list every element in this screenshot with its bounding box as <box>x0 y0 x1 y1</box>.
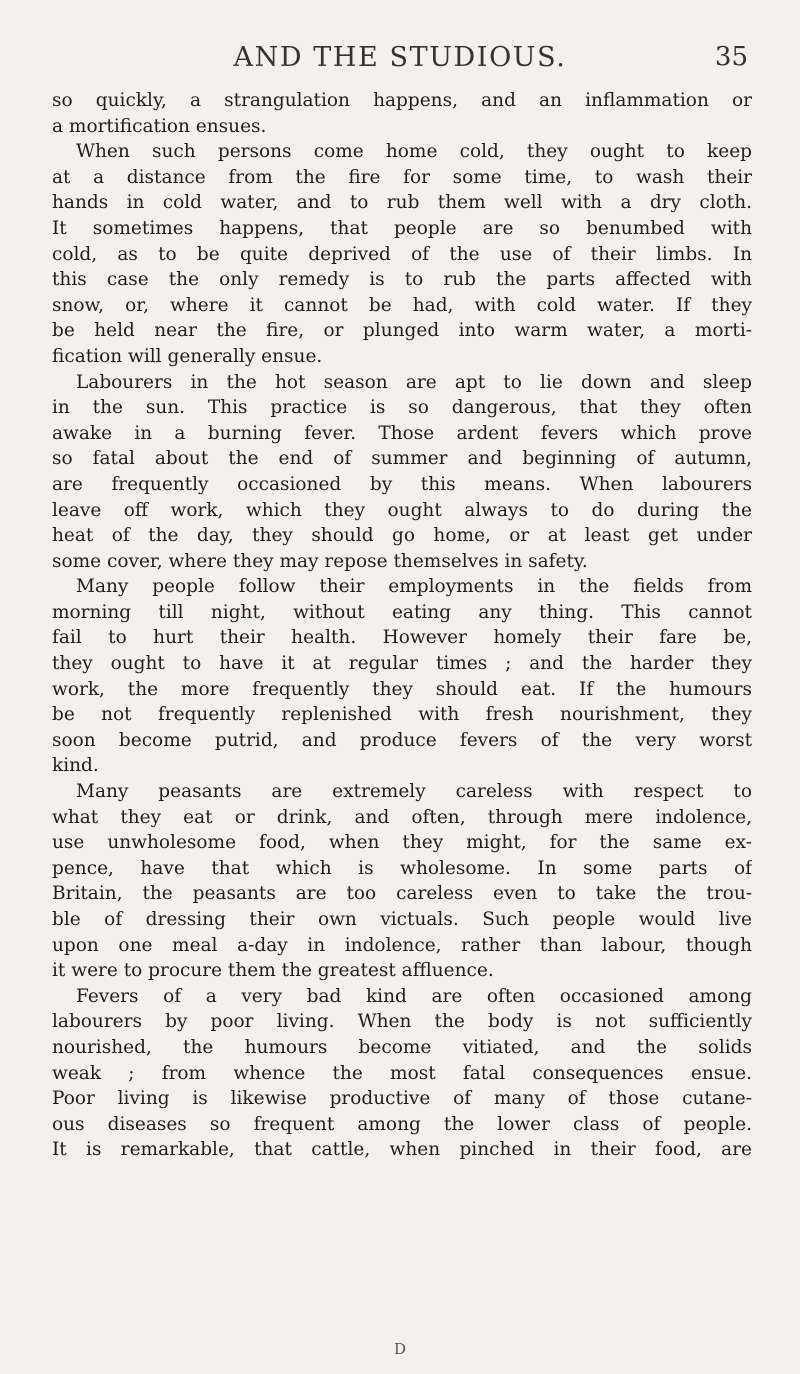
text-line: Fevers of a very bad kind are often occasioned among <box>76 985 752 1007</box>
text-line: what they eat or drink, and often, through mere indolence, <box>52 806 752 828</box>
text-line: It is remarkable, that cattle, when pinched in their food, are <box>52 1139 752 1161</box>
running-header <box>52 42 748 82</box>
text-line: fail to hurt their health. However homely their fare be, <box>52 627 752 649</box>
text-line: snow, or, where it cannot be had, with cold water. If they <box>52 294 752 316</box>
text-line: It sometimes happens, that people are so benumbed with <box>52 217 752 239</box>
text-line: they ought to have it at regular times ; and the harder they <box>52 653 752 675</box>
text-line: so fatal about the end of summer and beginning of autumn, <box>52 448 752 470</box>
text-line: Many people follow their employments in the fields from <box>76 576 752 598</box>
text-line: When such persons come home cold, they ought to keep <box>76 141 752 163</box>
text-line: hands in cold water, and to rub them well with a dry cloth. <box>52 192 752 214</box>
text-line: be held near the fire, or plunged into warm water, a morti- <box>52 320 752 342</box>
text-line: soon become putrid, and produce fevers of the very worst <box>52 729 752 751</box>
text-line: work, the more frequently they should eat. If the humours <box>52 678 752 700</box>
text-line: upon one meal a-day in indolence, rather than labour, though <box>52 934 752 956</box>
text-line: leave off work, which they ought always to do during the <box>52 499 752 521</box>
text-line: Labourers in the hot season are apt to lie down and sleep <box>76 371 752 393</box>
text-line: ble of dressing their own victuals. Such people would live <box>52 909 752 930</box>
text-line: cold, as to be quite deprived of the use of their limbs. In <box>52 243 752 265</box>
page-number: 35 <box>714 42 748 72</box>
text-line: awake in a burning fever. Those ardent fevers which prove <box>52 422 752 444</box>
text-line: labourers by poor living. When the body is not sufficiently <box>52 1011 752 1033</box>
text-line: morning till night, without eating any thing. This cannot <box>52 601 752 623</box>
text-line: use unwholesome food, when they might, for the same ex- <box>52 832 752 854</box>
text-line: be not frequently replenished with fresh nourishment, they <box>52 704 752 726</box>
running-title: AND THE STUDIOUS. <box>233 42 567 73</box>
text-line: pence, have that which is wholesome. In some parts of <box>52 857 752 879</box>
text-line: at a distance from the fire for some time, to wash their <box>52 166 752 188</box>
text-line: nourished, the humours become vitiated, and the solids <box>52 1036 752 1058</box>
text-line: weak ; from whence the most fatal consequences ensue. <box>52 1062 752 1084</box>
text-line: kind. <box>52 755 99 777</box>
text-line: it were to procure them the greatest affluence. <box>52 960 494 982</box>
text-line: this case the only remedy is to rub the parts affected with <box>52 269 752 291</box>
text-line: ous diseases so frequent among the lower class of people. <box>52 1113 752 1135</box>
text-line: are frequently occasioned by this means. When labourers <box>52 473 752 495</box>
body-text <box>52 88 752 1163</box>
text-line: a mortification ensues. <box>52 115 267 137</box>
text-line: fication will generally ensue. <box>52 345 323 367</box>
text-line: in the sun. This practice is so dangerous, that they often <box>52 397 752 419</box>
text-line: so quickly, a strangulation happens, and an inflammation or <box>52 90 752 111</box>
signature-mark: D <box>393 1340 407 1358</box>
text-line: Britain, the peasants are too careless even to take the trou- <box>52 883 752 905</box>
text-line: Many peasants are extremely careless with respect to <box>76 781 752 803</box>
text-line: heat of the day, they should go home, or at least get under <box>52 525 752 547</box>
text-line: Poor living is likewise productive of many of those cutane- <box>52 1088 752 1110</box>
text-line: some cover, where they may repose themselves in safety. <box>52 550 588 572</box>
